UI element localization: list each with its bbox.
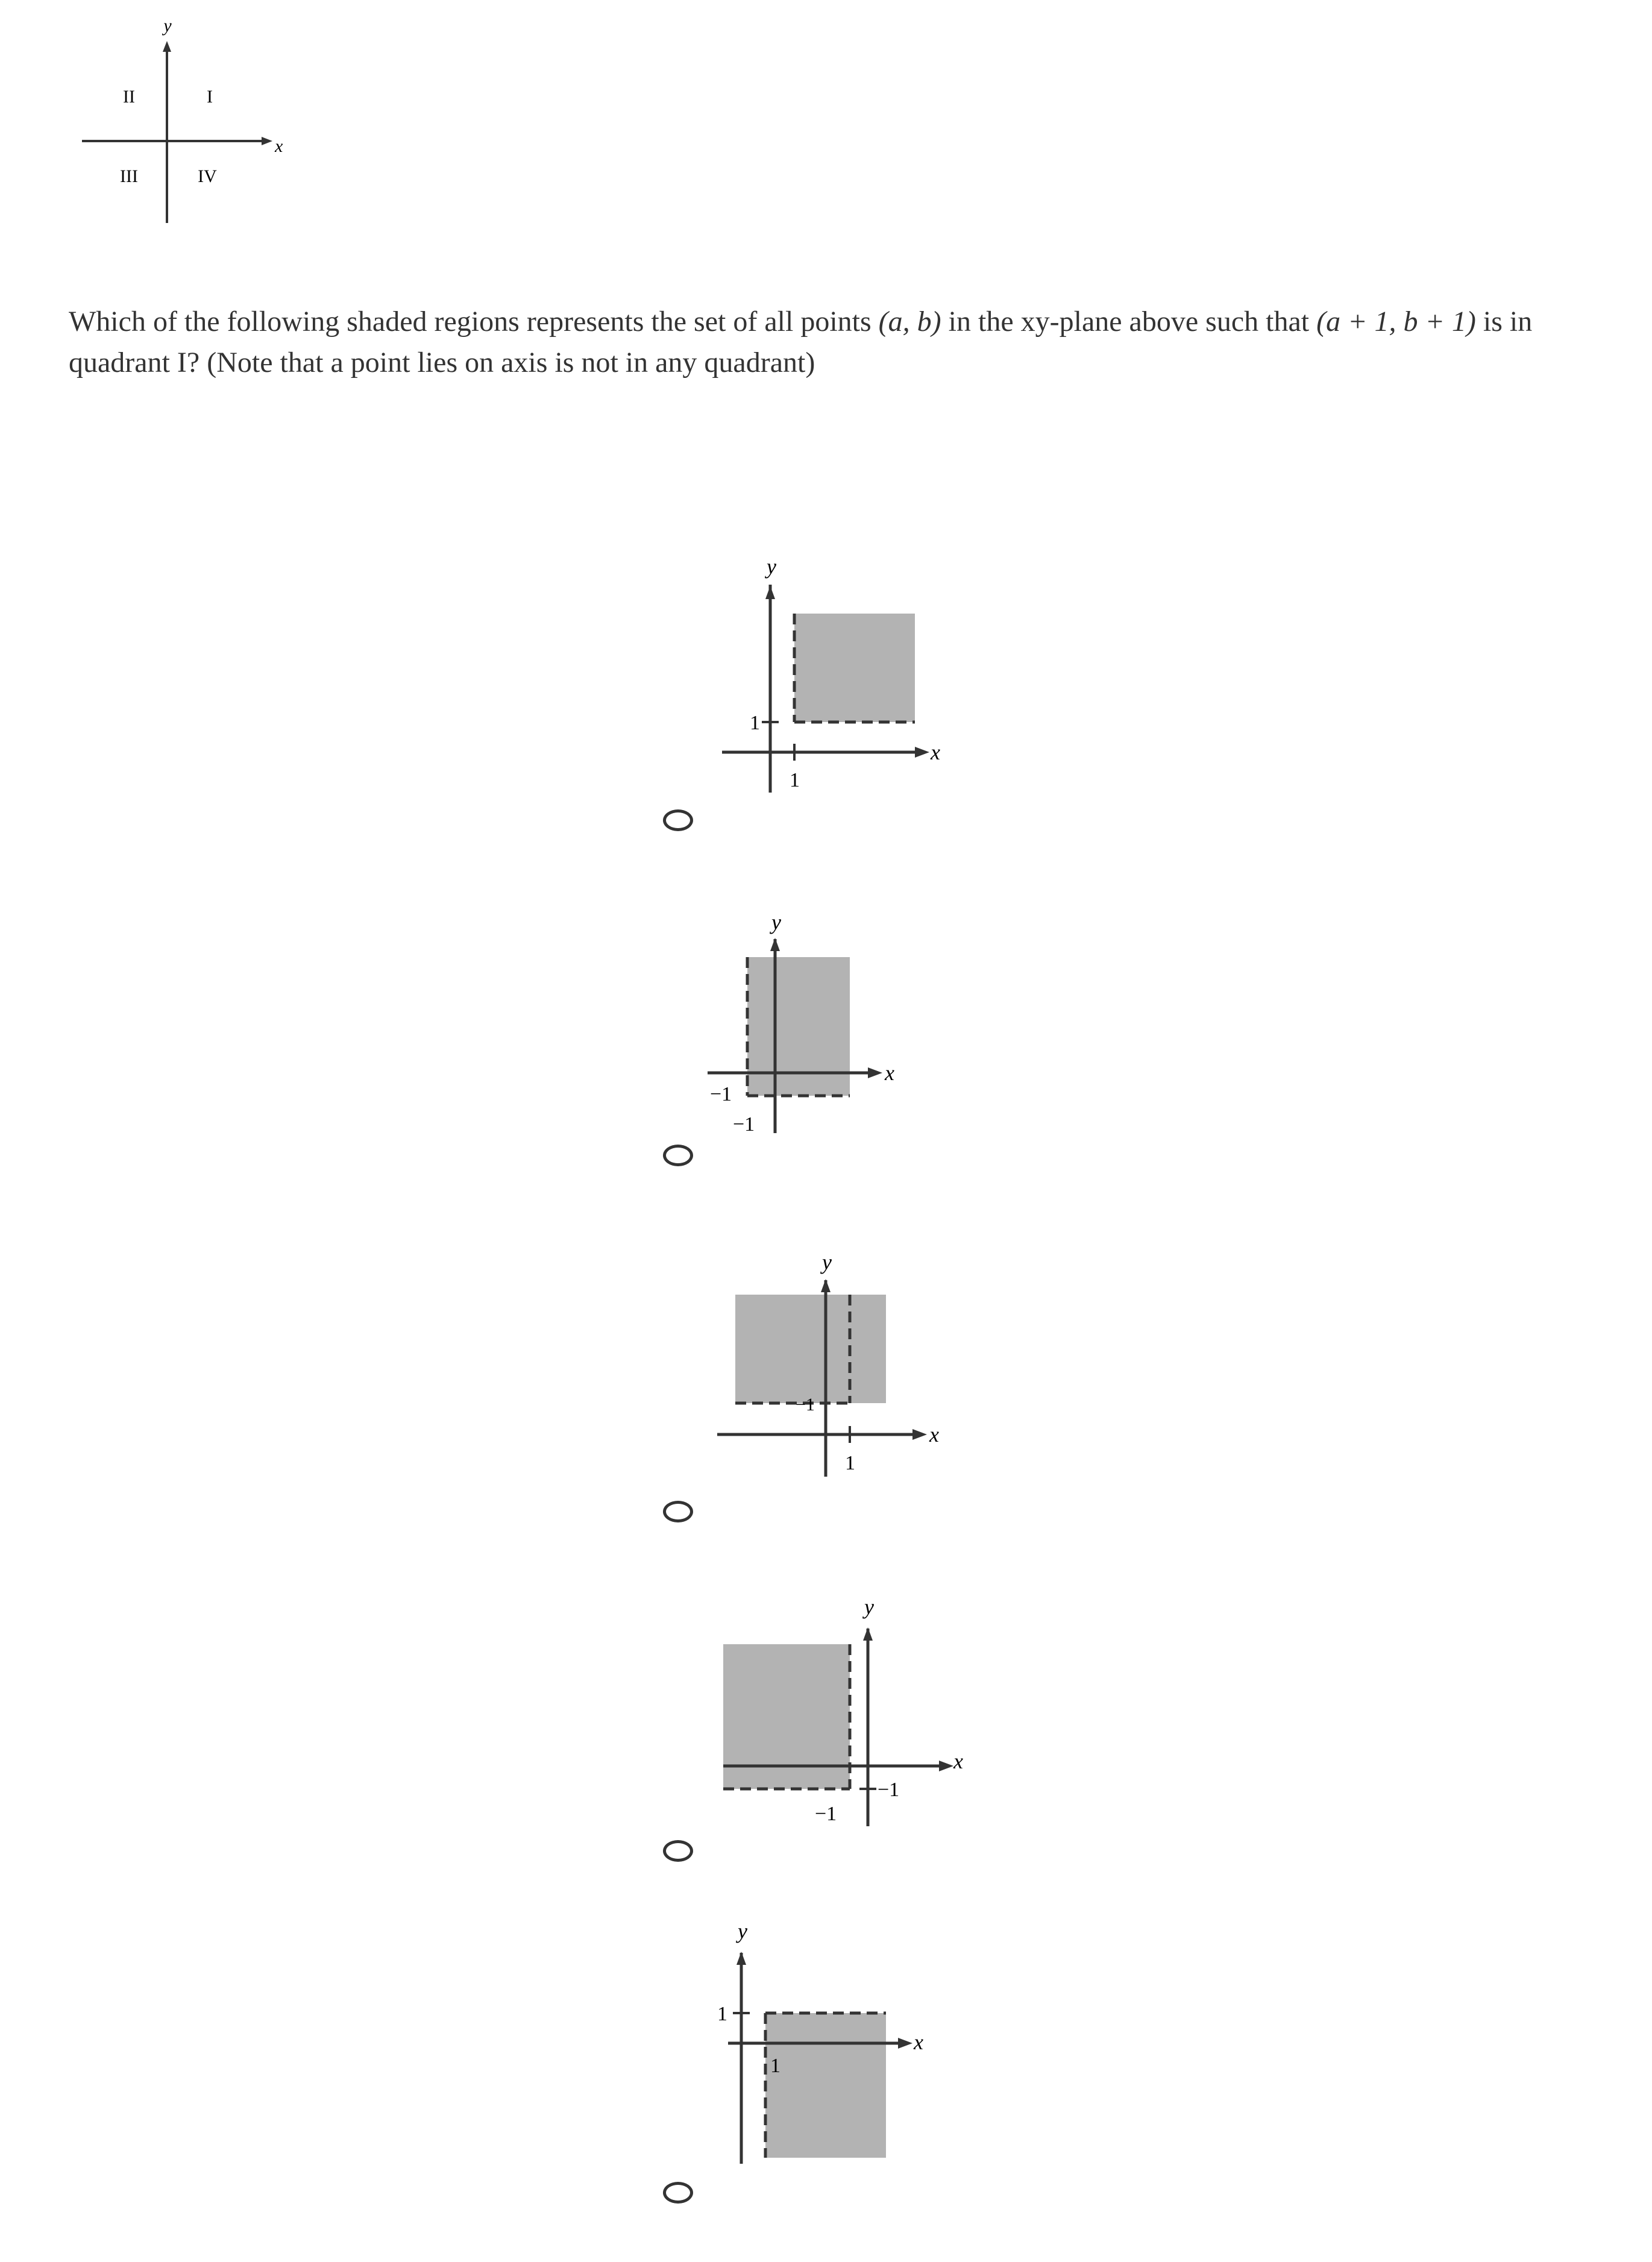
- x-label: x: [929, 1422, 939, 1447]
- tick-label-y: −1: [710, 1083, 732, 1105]
- y-axis-arrow: [765, 586, 775, 599]
- tick-label-x: −1: [815, 1803, 837, 1825]
- option-c-graph: [699, 1230, 952, 1483]
- x-axis-arrow: [915, 747, 929, 758]
- tick-label-x: −1: [733, 1113, 755, 1136]
- tick-label-x: 1: [770, 2055, 780, 2077]
- option-b-radio[interactable]: [663, 1145, 693, 1166]
- option-d-graph: [711, 1585, 964, 1838]
- option-c-radio[interactable]: [663, 1501, 693, 1522]
- y-label: y: [771, 910, 781, 934]
- option-d-radio[interactable]: [663, 1840, 693, 1862]
- tick-label-x: 1: [845, 1452, 855, 1474]
- tick-label-x: 1: [790, 769, 800, 791]
- tick-label-y: −1: [878, 1779, 900, 1801]
- question-text-before: Which of the following shaded regions represents the set of all points: [69, 306, 872, 338]
- quadrant-label-i: I: [207, 87, 213, 107]
- y-label: y: [822, 1250, 832, 1274]
- tick-label-y: 1: [717, 2003, 727, 2025]
- x-axis-arrow: [262, 137, 272, 145]
- x-label: x: [914, 2030, 923, 2054]
- y-label: y: [864, 1595, 874, 1619]
- shaded-region: [735, 1295, 886, 1403]
- quadrant-label-ii: II: [123, 87, 135, 107]
- x-axis-arrow: [898, 2038, 912, 2049]
- question-text: [69, 301, 1600, 383]
- question-point: (a, b): [878, 306, 941, 338]
- x-axis-arrow: [912, 1429, 927, 1440]
- y-axis-arrow: [736, 1952, 746, 1965]
- y-axis-arrow: [163, 41, 171, 52]
- shaded-region: [747, 957, 850, 1096]
- tick-label-y: 1: [750, 712, 760, 734]
- question-text-middle: in the xy-plane above such that: [948, 306, 1310, 338]
- y-label: y: [738, 1919, 747, 1943]
- diagram-y-label: y: [163, 16, 172, 36]
- y-axis-arrow: [863, 1627, 873, 1641]
- x-label: x: [885, 1061, 894, 1085]
- x-axis-arrow: [868, 1067, 882, 1078]
- quadrant-label-iv: IV: [198, 166, 217, 186]
- option-a-graph: [711, 548, 964, 802]
- diagram-x-label: x: [275, 136, 283, 156]
- option-e-graph: [699, 1917, 952, 2170]
- tick-label-y: −1: [796, 1395, 815, 1415]
- y-axis-arrow: [821, 1279, 831, 1292]
- x-axis-arrow: [939, 1761, 953, 1771]
- shaded-region: [794, 614, 915, 722]
- option-a-radio[interactable]: [663, 809, 693, 831]
- quadrant-diagram: [72, 12, 289, 229]
- y-axis-arrow: [770, 938, 780, 951]
- y-label: y: [767, 555, 776, 579]
- option-b-graph: [699, 892, 952, 1145]
- x-label: x: [931, 740, 940, 764]
- question-shifted-point: (a + 1, b + 1): [1316, 306, 1476, 338]
- option-e-radio[interactable]: [663, 2182, 693, 2204]
- quadrant-label-iii: III: [120, 166, 138, 186]
- question-text-after: is in quadrant I? (Note that a point lies on axis is not in any quadrant): [69, 306, 1533, 379]
- x-label: x: [953, 1749, 963, 1773]
- shaded-region: [765, 2013, 886, 2158]
